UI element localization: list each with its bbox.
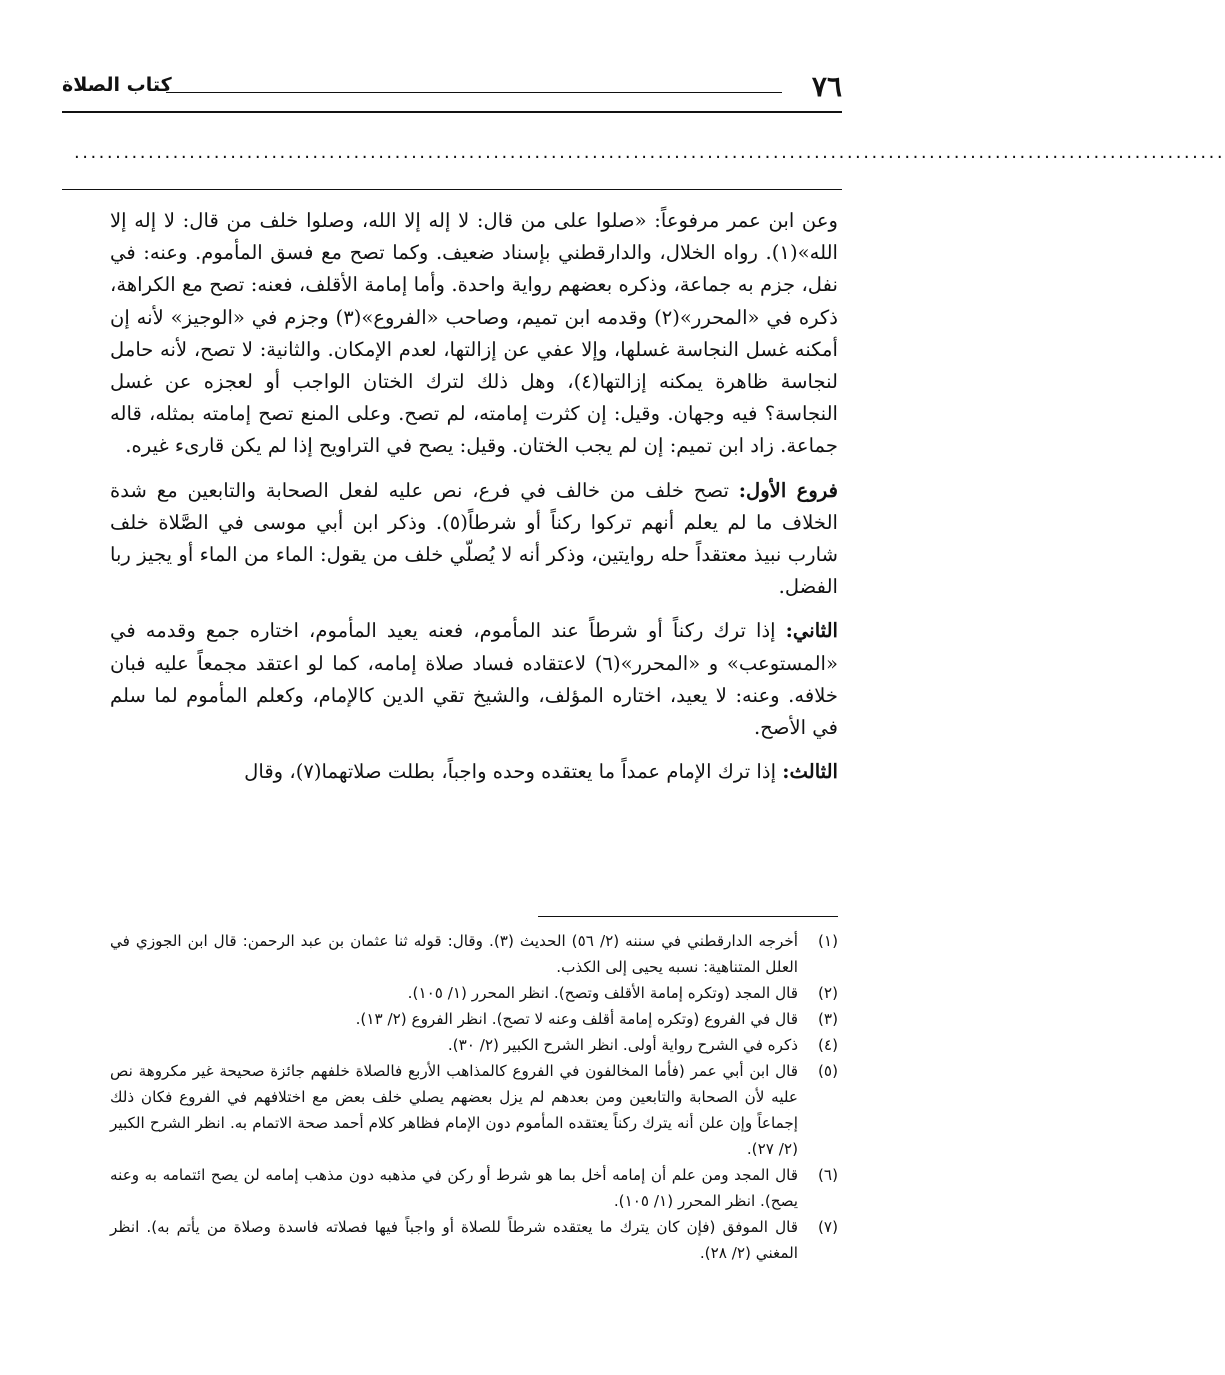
footnote (110, 980, 838, 1006)
paragraph: وعن ابن عمر مرفوعاً: «صلوا على من قال: لا إله إلا الله، وصلوا خلف من قال: لا إله إلا الله»(١). رواه الخلال، والدارقطني بإسناد ضعيف. وكما تصح مع فسق المأموم. وعنه: في نفل، جزم به جماعة، وذكره بعضهم رواية واحدة. وأما إمامة الأقلف، فعنه: تصح مع الكراهة، ذكره في «المحرر»(٢) وقدمه ابن تميم، وصاحب «الفروع»(٣) وجزم في «الوجيز» لأنه إن أمكنه غسل النجاسة غسلها، وإلا عفي عن إزالتها، لعدم الإمكان. والثانية: لا تصح، لأنه حامل لنجاسة ظاهرة يمكنه إزالتها(٤)، وهل ذلك لترك الختان الواجب أو لعجزه عن غسل النجاسة؟ فيه وجهان. وقيل: إن كثرت إمامته، لم تصح. وعلى المنع تصح إمامته بمثله، قاله جماعة. زاد ابن تميم: إن لم يجب الختان. وقيل: يصح في التراويح إذا لم يكن قارىء غيره. (110, 209, 838, 458)
footnote (110, 1162, 838, 1214)
paragraph-heading: الثاني: (785, 619, 838, 643)
footnote-number: (٢) (817, 984, 838, 1002)
header-rule (62, 111, 842, 113)
dotted-separator: ............................................................................................................................................ (74, 142, 1225, 163)
footnotes (110, 928, 838, 1266)
paragraph: الثاني: إذا ترك ركناً أو شرطاً عند المأموم، فعنه يعيد المأموم، اختاره جمع وقدمه في «المستوعب» و «المحرر»(٦) لاعتقاده فساد صلاة إمامه، كما لو اعتقد مجمعاً عليه فبان خلافه. وعنه: لا يعيد، اختاره المؤلف، والشيخ تقي الدين كالإمام، وكعلم المأموم لما سلم في الأصح. (110, 619, 838, 740)
paragraph: فروع الأول: تصح خلف من خالف في فرع، نص عليه لفعل الصحابة والتابعين مع شدة الخلاف ما لم يعلم أنهم تركوا ركناً أو شرطاً(٥). وذكر ابن أبي موسى في الصَّلاة خلف شارب نبيذ معتقداً حله روايتين، وذكر أنه لا يُصلّي خلف من يقول: الماء من الماء أو يجيز ربا الفضل. (110, 478, 839, 599)
footnote-number: (٥) (817, 1062, 838, 1080)
footnote-number: (٤) (817, 1036, 838, 1054)
footnote (110, 1006, 838, 1032)
text-top-rule (62, 189, 842, 190)
paragraph-heading: فروع الأول: (738, 478, 839, 502)
footnote-separator (538, 916, 838, 917)
footnote-number: (١) (817, 932, 838, 950)
page-number: ٧٦ (811, 70, 842, 103)
paragraph: الثالث: إذا ترك الإمام عمداً ما يعتقده وحده واجباً، بطلت صلاتهما(٧)، وقال (244, 760, 838, 784)
book-title: كتاب الصلاة (62, 74, 172, 96)
footnote-number: (٣) (817, 1010, 838, 1028)
footnote-text: قال المجد (وتكره إمامة الأقلف وتصح). انظر المحرر (١/ ١٠٥). (407, 984, 798, 1002)
footnote (110, 1214, 838, 1266)
paragraph-heading: الثالث: (782, 760, 838, 784)
footnote-number: (٧) (817, 1218, 838, 1236)
footnote-text: قال الموفق (فإن كان يترك ما يعتقده شرطاً للصلاة أو واجباً فيها فصلاته فاسدة وصلاة من يأتم به). انظر المغني (٢/ ٢٨). (110, 1218, 798, 1262)
footnote-text: ذكره في الشرح رواية أولى. انظر الشرح الكبير (٢/ ٣٠). (447, 1036, 798, 1054)
footnote (110, 928, 838, 980)
footnote-text: قال في الفروع (وتكره إمامة أقلف وعنه لا تصح). انظر الفروع (٢/ ١٣). (355, 1010, 798, 1028)
header-line (166, 92, 782, 93)
main-text (110, 205, 838, 800)
footnote-text: أخرجه الدارقطني في سننه (٢/ ٥٦) الحديث (٣). وقال: قوله ثنا عثمان بن عبد الرحمن: قال ابن الجوزي في العلل المتناهية: نسبه يحيى إلى الكذب. (110, 932, 799, 976)
footnote (110, 1032, 838, 1058)
footnote (110, 1058, 838, 1162)
footnote-text: قال المجد ومن علم أن إمامه أخل بما هو شرط أو ركن في مذهبه دون مذهب إمامه لن يصح ائتمامه به وعنه يصح). انظر المحرر (١/ ١٠٥). (110, 1166, 798, 1210)
footnote-text: قال ابن أبي عمر (فأما المخالفون في الفروع كالمذاهب الأربع فالصلاة خلفهم جائزة صحيحة غير مكروهة نص عليه لأن الصحابة والتابعين ومن بعدهم لم يزل بعضهم يصلي خلف بعض مع اختلافهم في الفروع فكان ذلك إجماعاً وإن علن أنه يترك ركناً يعتقده المأموم دون الإمام فظاهر كلام أحمد صحة الاتمام به. انظر الشرح الكبير (٢/ ٢٧). (110, 1062, 798, 1158)
footnote-number: (٦) (817, 1166, 838, 1184)
running-header (62, 70, 842, 106)
